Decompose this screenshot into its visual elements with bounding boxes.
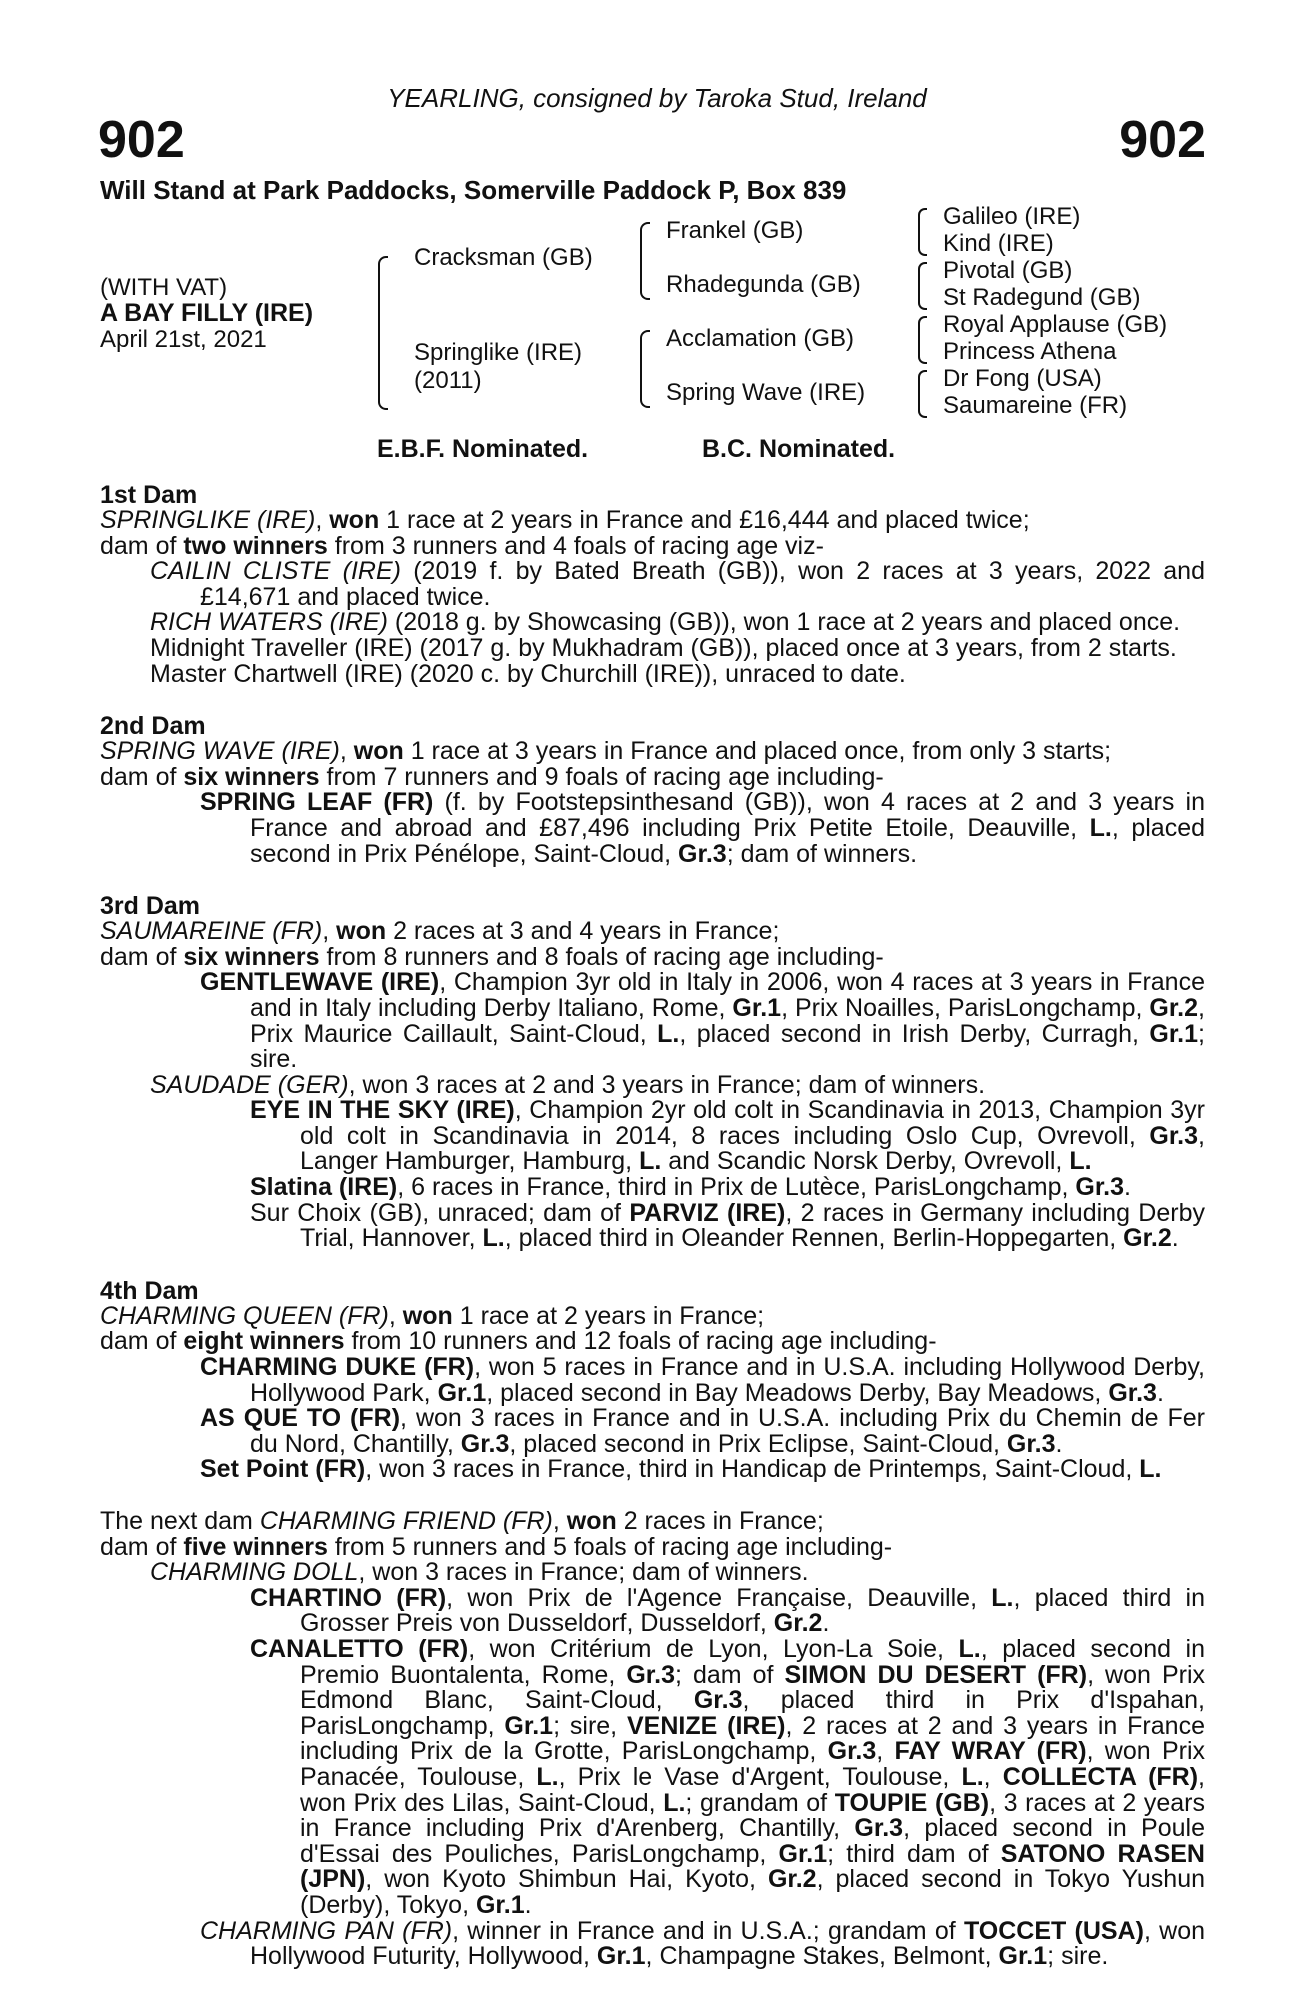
ss-dam: Kind (IRE) [943,230,1054,257]
progeny-item: SPRING LEAF (FR) (f. by Footstepsinthesand (GB)), won 4 races at 2 and 3 years in France and abroad and £87,496 including Prix Petite Etoile, Deauville, L., placed second in Prix Pénélope, Saint-Cloud, Gr.3; dam of winners. [200,788,1206,868]
progeny-item: CHARMING DOLL, won 3 races in France; dam of winners. [150,1558,809,1587]
brace-sire-parents [640,222,650,300]
brace-generation-1 [378,256,388,410]
lot-number-right: 902 [1119,111,1206,169]
bc-nomination: B.C. Nominated. [702,435,896,463]
progeny-item: CANALETTO (FR), won Critérium de Lyon, Lyon-La Soie, L., placed second in Premio Buontalenta, Rome, Gr.3; dam of SIMON DU DESERT (FR), won Prix Edmond Blanc, Saint-Cloud, Gr.3, placed third in Prix d'Ispahan, ParisLongchamp, Gr.1; sire, VENIZE (IRE), 2 races at 2 and 3 years in France including Prix de la Grotte, ParisLongchamp, Gr.3, FAY WRAY (FR), won Prix Panacée, Toulouse, L., Prix le Vase d'Argent, Toulouse, L., COLLECTA (FR), won Prix des Lilas, Saint-Cloud, L.; grandam of TOUPIE (GB), 3 races at 2 years in France including Prix d'Arenberg, Chantilly, Gr.3, placed second in Poule d'Essai des Pouliches, ParisLongchamp, Gr.1; third dam of SATONO RASEN (JPN), won Kyoto Shimbun Hai, Kyoto, Gr.2, placed second in Tokyo Yushun (Derby), Tokyo, Gr.1. [250,1634,1206,1919]
sd-sire: Pivotal (GB) [943,257,1073,284]
first-dam-heading: 1st Dam [100,481,198,509]
sire-dam: Rhadegunda (GB) [666,271,861,298]
progeny-item: RICH WATERS (IRE) (2018 g. by Showcasing (GB)), won 1 race at 2 years and placed once. [150,608,1181,637]
second-dam-section [100,713,1205,867]
next-dam-section [100,1509,1205,1970]
vat-label: (WITH VAT) [100,274,228,301]
dam-dam: Spring Wave (IRE) [666,379,866,406]
progeny-item: CHARMING PAN (FR), winner in France and in U.S.A.; grandam of TOCCET (USA), won Hollywood Futurity, Hollywood, Gr.1, Champagne Stakes, Belmont, Gr.1; sire. [200,1916,1205,1971]
catalogue-body [100,482,1205,1996]
brace-ds-parents [918,316,927,364]
progeny-item: AS QUE TO (FR), won 3 races in France and in U.S.A. including Prix du Chemin de Fer du Nord, Chantilly, Gr.3, placed second in Prix Eclipse, Saint-Cloud, Gr.3. [200,1404,1205,1458]
dam-year: (2011) [414,367,482,394]
fourth-dam-record: CHARMING QUEEN (FR), won 1 race at 2 years in France; dam of eight winners from 10 runners and 12 foals of racing age including- [100,1301,937,1356]
subject-dob: April 21st, 2021 [100,326,267,353]
progeny-item: Master Chartwell (IRE) (2020 c. by Churchill (IRE)), unraced to date. [150,659,906,688]
third-dam-section [100,893,1205,1252]
ds-dam: Princess Athena [943,338,1117,365]
subject-name: A BAY FILLY (IRE) [100,299,314,327]
ds-sire: Royal Applause (GB) [943,311,1168,338]
sire-name: Cracksman (GB) [414,244,593,271]
dam-name: Springlike (IRE) [414,339,583,366]
progeny-item: Midnight Traveller (IRE) (2017 g. by Mukhadram (GB)), placed once at 3 years, from 2 starts. [150,633,1177,662]
dd-sire: Dr Fong (USA) [943,365,1102,392]
second-dam-heading: 2nd Dam [100,712,206,741]
brace-sd-parents [918,262,927,310]
dam-sire: Acclamation (GB) [666,325,855,352]
stand-location: Will Stand at Park Paddocks, Somerville Paddock P, Box 839 [100,175,847,205]
sd-dam: St Radegund (GB) [943,284,1141,311]
brace-dd-parents [918,370,927,418]
third-dam-heading: 3rd Dam [100,892,201,921]
dd-dam: Saumareine (FR) [943,392,1128,419]
first-dam-record: SPRINGLIKE (IRE), won 1 race at 2 years in France and £16,444 and placed twice; dam of two winners from 3 runners and 4 foals of racing age viz- [100,506,1030,560]
ss-sire: Galileo (IRE) [943,203,1081,230]
progeny-item: CHARTINO (FR), won Prix de l'Agence Française, Deauville, L., placed third in Grosser Preis von Dusseldorf, Dusseldorf, Gr.2. [250,1583,1205,1638]
fourth-dam-section [100,1278,1205,1483]
lot-number-left: 902 [98,111,185,169]
consignment-subtitle: YEARLING, consigned by Taroka Stud, Ireland [387,83,927,113]
next-dam-record: The next dam CHARMING FRIEND (FR), won 2 races in France; dam of five winners from 5 runners and 5 foals of racing age including- [100,1507,893,1561]
second-dam-record: SPRING WAVE (IRE), won 1 race at 3 years in France and placed once, from only 3 starts; dam of six winners from 7 runners and 9 foals of racing age including- [100,737,1112,791]
fourth-dam-heading: 4th Dam [100,1276,199,1305]
progeny-item: CHARMING DUKE (FR), won 5 races in France and in U.S.A. including Hollywood Derby, Hollywood Park, Gr.1, placed second in Bay Meadows Derby, Bay Meadows, Gr.3. [200,1353,1205,1407]
progeny-item: EYE IN THE SKY (IRE), Champion 2yr old colt in Scandinavia in 2013, Champion 3yr old colt in Scandinavia in 2014, 8 races including Oslo Cup, Ovrevoll, Gr.3, Langer Hamburger, Hamburg, L. and Scandic Norsk Derby, Ovrevoll, L. [250,1096,1205,1176]
progeny-item: SAUDADE (GER), won 3 races at 2 and 3 years in France; dam of winners. [150,1070,986,1099]
progeny-item: Slatina (IRE), 6 races in France, third in Prix de Lutèce, ParisLongchamp, Gr.3. [250,1173,1131,1202]
brace-ss-parents [918,208,927,256]
brace-dam-parents [640,330,650,408]
progeny-item: GENTLEWAVE (IRE), Champion 3yr old in Italy in 2006, won 4 races at 3 years in France and in Italy including Derby Italiano, Rome, Gr.1, Prix Noailles, ParisLongchamp, Gr.2, Prix Maurice Caillault, Saint-Cloud, L., placed second in Irish Derby, Curragh, Gr.1; sire. [200,968,1205,1074]
ebf-nomination: E.B.F. Nominated. [377,435,589,463]
progeny-item: Sur Choix (GB), unraced; dam of PARVIZ (IRE), 2 races in Germany including Derby Trial, Hannover, L., placed third in Oleander Rennen, Berlin-Hoppegarten, Gr.2. [250,1198,1205,1253]
third-dam-record: SAUMAREINE (FR), won 2 races at 3 and 4 years in France; dam of six winners from 8 runners and 8 foals of racing age including- [100,917,884,971]
sire-sire: Frankel (GB) [666,217,804,244]
first-dam-section [100,482,1205,687]
progeny-item: Set Point (FR), won 3 races in France, third in Handicap de Printemps, Saint-Cloud, L. [200,1455,1162,1484]
progeny-item: CAILIN CLISTE (IRE) (2019 f. by Bated Breath (GB)), won 2 races at 3 years, 2022 and £14,671 and placed twice. [150,557,1205,611]
